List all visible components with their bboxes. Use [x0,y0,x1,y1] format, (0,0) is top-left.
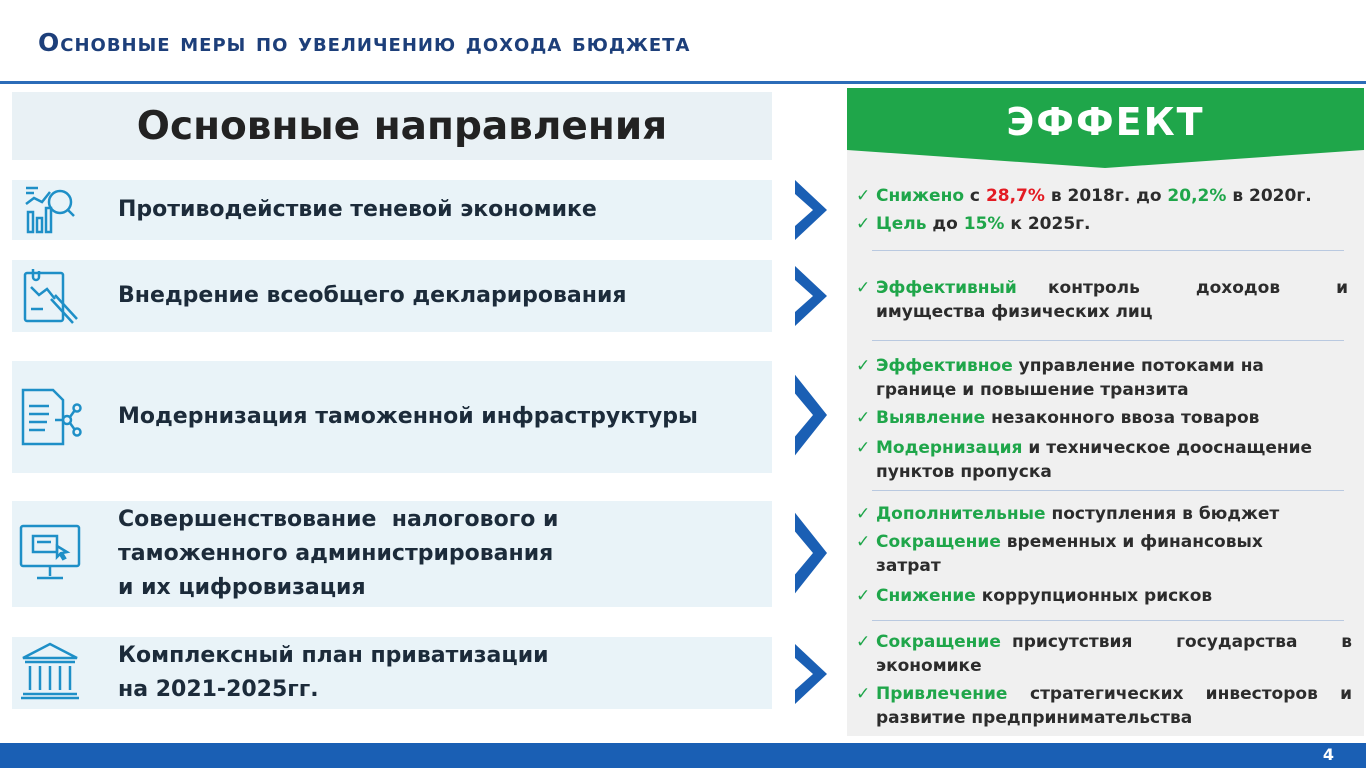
direction-label-line: Совершенствование налогового и [118,507,559,532]
direction-label-line: и их цифровизация [118,575,366,600]
effect-line [856,502,1356,526]
effect-line-continued: пунктов пропуска [876,462,1052,482]
effect-line-continued: затрат [876,556,941,576]
analytics-magnifier-icon [16,178,84,242]
effect-block-declaration [856,276,1356,324]
effect-text: в 2020г. [1226,186,1312,206]
computer-monitor-icon [16,521,84,585]
effect-line [856,212,1356,236]
directions-header-text: Основные направления [136,103,668,149]
check-icon: ✓ [856,586,871,606]
effect-keyword: Эффективное [876,356,1013,376]
effect-line [856,530,1356,554]
effect-text: инвесторов [1205,684,1318,704]
effect-text: незаконного ввоза товаров [985,408,1260,428]
effect-text: и техническое дооснащение [1022,438,1313,458]
effect-text: государства [1176,632,1298,652]
effect-keyword: Сокращение [876,532,1001,552]
effect-keyword: Дополнительные [876,504,1046,524]
effect-value-2018: 28,7% [985,186,1045,206]
effect-text: поступления в бюджет [1045,504,1280,524]
effect-line [856,682,1356,706]
effect-value-target: 15% [963,214,1005,234]
effect-text: присутствия [1012,632,1133,652]
check-icon: ✓ [856,356,871,376]
check-icon: ✓ [856,438,871,458]
effect-text: стратегических [1030,684,1184,704]
effect-text: доходов [1195,278,1281,298]
document-pen-icon [16,264,84,328]
effect-keyword: Эффективный [876,278,1017,298]
effect-text: коррупционных рисков [975,586,1213,606]
direction-row-shadow-economy [12,180,772,240]
direction-label [118,639,549,707]
directions-header [12,92,772,160]
direction-row-privatization [12,637,772,709]
effect-text: и [1340,684,1352,704]
effect-text: к 2025г. [1004,214,1091,234]
effect-keyword: Снижение [876,586,976,606]
direction-label-line: на 2021-2025гг. [118,677,319,702]
effect-separator [872,620,1344,621]
chevron-right-icon [791,510,833,596]
check-icon: ✓ [856,632,871,652]
effect-line [856,354,1356,378]
effect-value-2020: 20,2% [1167,186,1227,206]
chevron-right-icon [791,178,833,242]
effect-line-continued: экономике [876,656,982,676]
footer-bar [0,743,1366,768]
effect-text: с [964,186,986,206]
effect-text: и [1336,278,1348,298]
page-number: 4 [1322,745,1334,764]
effect-line-continued: имущества физических лиц [876,302,1153,322]
effect-line [856,630,1356,654]
effect-keyword: Модернизация [876,438,1023,458]
effect-keyword: Цель [876,214,927,234]
direction-row-tax-administration [12,501,772,607]
check-icon: ✓ [856,684,871,704]
title-divider [0,81,1366,84]
effect-text: контроль [1048,278,1140,298]
effect-text: управление потоками на [1012,356,1264,376]
direction-label-line: таможенного администрирования [118,541,554,566]
effect-line [856,184,1356,208]
direction-label: Противодействие теневой экономике [118,197,597,222]
effect-separator [872,250,1344,251]
check-icon: ✓ [856,214,871,234]
check-icon: ✓ [856,532,871,552]
effect-keyword: Выявление [876,408,986,428]
check-icon: ✓ [856,278,871,298]
check-icon: ✓ [856,504,871,524]
direction-label [118,503,558,605]
effect-block-customs [856,354,1356,484]
chevron-right-icon [791,372,833,458]
effect-block-tax-administration [856,502,1356,608]
slide-title: Основные меры по увеличению дохода бюджета [38,28,691,57]
chevron-right-icon [791,642,833,706]
effect-block-privatization [856,630,1356,730]
direction-row-customs-infrastructure [12,361,772,473]
effect-line [856,276,1356,300]
direction-row-declaration [12,260,772,332]
effect-keyword: Снижено [876,186,965,206]
check-icon: ✓ [856,408,871,428]
direction-label-line: Комплексный план приватизации [118,643,549,668]
effect-text: временных и финансовых [1000,532,1263,552]
effect-text: в [1341,632,1352,652]
chevron-right-icon [791,264,833,328]
effect-block-shadow-economy [856,184,1356,236]
effect-line [856,406,1356,430]
effect-line [856,436,1356,460]
check-icon: ✓ [856,186,871,206]
effect-line [856,584,1356,608]
effect-header-text: ЭФФЕКТ [1006,100,1205,144]
effect-text: до [926,214,964,234]
effect-line-continued: развитие предпринимательства [876,708,1193,728]
effect-header [847,88,1364,168]
effect-keyword: Сокращение [876,632,1001,652]
effect-separator [872,340,1344,341]
effect-text: в 2018г. до [1044,186,1168,206]
effect-line-continued: границе и повышение транзита [876,380,1189,400]
direction-label: Модернизация таможенной инфраструктуры [118,404,698,429]
effect-keyword: Привлечение [876,684,1008,704]
direction-label: Внедрение всеобщего декларирования [118,283,627,308]
effect-separator [872,490,1344,491]
document-network-icon [16,385,84,449]
government-building-icon [16,639,84,703]
